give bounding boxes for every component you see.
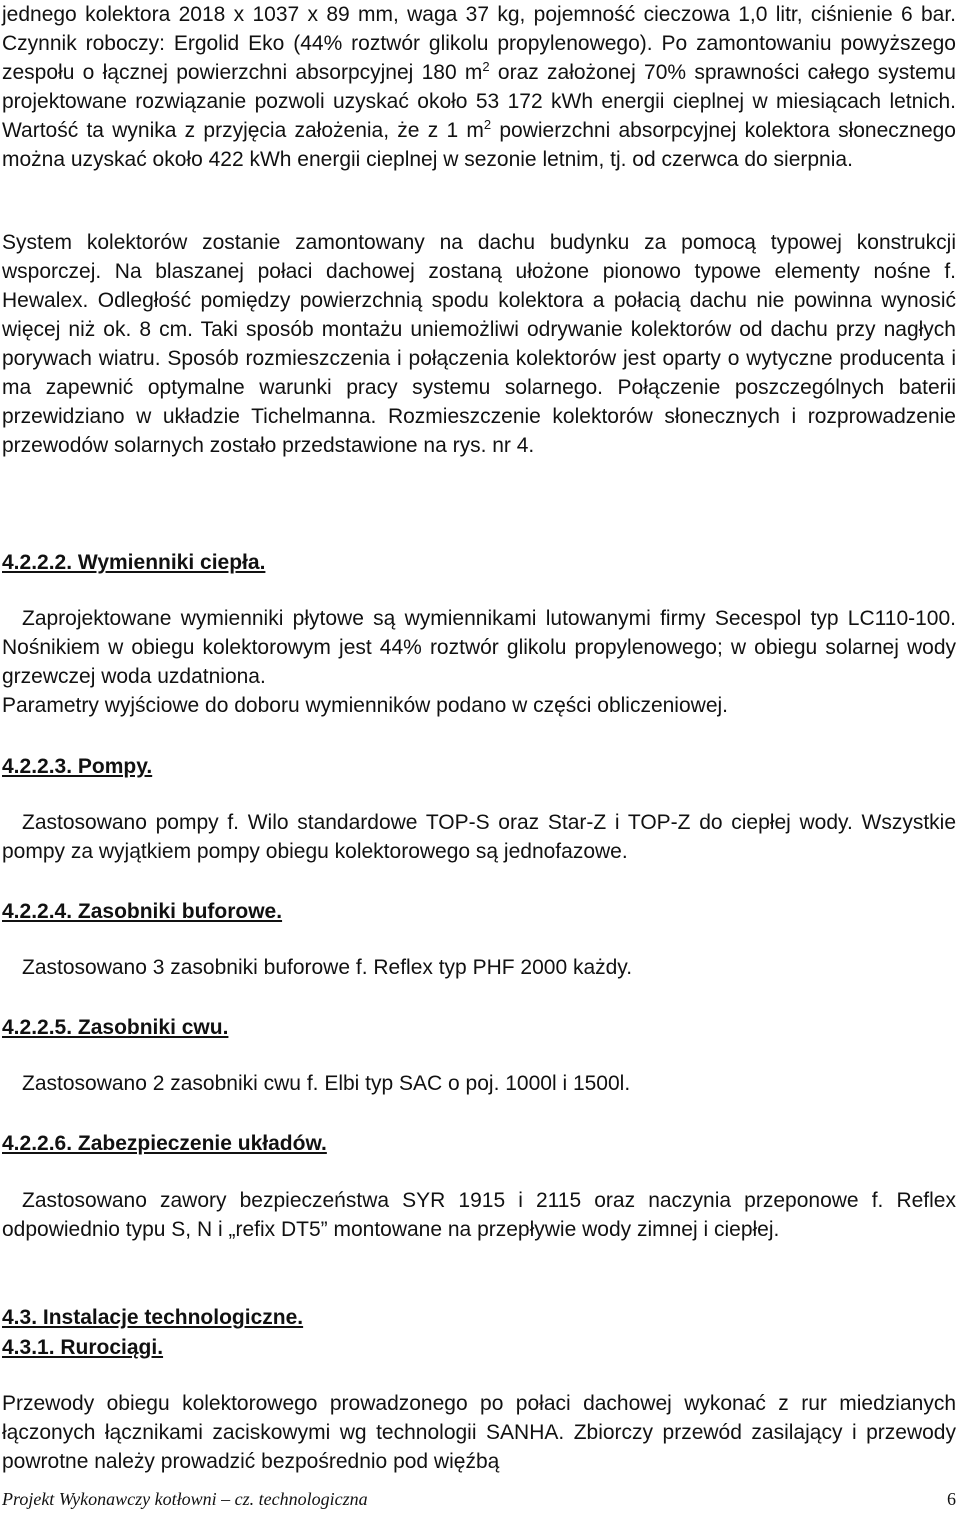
paragraph-text: oraz założonej 70% sprawności całego systemu projektowane rozwiązanie pozwoli uzyskać około 53 172 kWh energii cieplnej w miesiącach letnich. Wartość ta wynika z przyjęcia założenia, że z 1 m: [2, 61, 956, 142]
paragraph-piping: Przewody obiegu kolektorowego prowadzonego po połaci dachowej wykonać z rur miedzianych łączonych łącznikami zaciskowymi wg technologii SANHA. Zbiorczy przewód zasilający i przewody powrotne należy prowadzić bezpośrednio pod więźbą: [2, 1392, 956, 1473]
heading-4-3: 4.3. Instalacje technologiczne.: [2, 1306, 304, 1329]
heading-4-2-2-4: 4.2.2.4. Zasobniki buforowe.: [2, 900, 283, 923]
paragraph-text: jednego kolektora 2018 x 1037 x 89 mm, waga 37 kg, pojemność cieczowa 1,0 litr, ciśnienie 6 bar. Czynnik roboczy: Ergolid Eko (44% roztwór glikolu propylenowego). Po zamontowaniu powyższego zespołu o łącznej powierzchni absorpcyjnej 180 m: [2, 3, 956, 84]
heading-4-2-2-3: 4.2.2.3. Pompy.: [2, 755, 153, 778]
superscript-2: 2: [483, 117, 492, 132]
paragraph-dhw-tanks: Zastosowano 2 zasobniki cwu f. Elbi typ SAC o poj. 1000l i 1500l.: [22, 1072, 631, 1095]
superscript-2: 2: [482, 59, 490, 74]
paragraph-text: powierzchni absorpcyjnej kolektora słonecznego można uzyskać około 422 kWh energii cieplnej w sezonie letnim, tj. od czerwca do sierpnia.: [2, 119, 956, 171]
paragraph-exchanger-parameters: Parametry wyjściowe do doboru wymienników podano w części obliczeniowej.: [2, 694, 728, 717]
heading-4-2-2-2: 4.2.2.2. Wymienniki ciepła.: [2, 551, 266, 574]
page-number: 6: [947, 1489, 956, 1509]
heading-4-2-2-5: 4.2.2.5. Zasobniki cwu.: [2, 1016, 229, 1039]
page-footer: [2, 1488, 956, 1510]
paragraph-mounting: System kolektorów zostanie zamontowany na dachu budynku za pomocą typowej konstrukcji wsporczej. Na blaszanej połaci dachowej zostaną ułożone pionowo typowe elementy nośne f. Hewalex. Odległość pomiędzy powierzchnią spodu kolektora a połacią dachu nie powinna wynosić więcej niż ok. 8 cm. Taki sposób montażu uniemożliwi odrywanie kolektorów od dachu przy nagłych porywach wiatru. Sposób rozmieszczenia i połączenia kolektorów jest oparty o wytyczne producenta i ma zapewnić optymalne warunki pracy systemu solarnego. Połączenie poszczególnych baterii przewidziano w układzie Tichelmanna. Rozmieszczenie kolektorów słonecznych i rozprowadzenie przewodów solarnych zostało przedstawione na rys. nr 4.: [2, 231, 956, 457]
footer-title: Projekt Wykonawczy kotłowni – cz. technologiczna: [2, 1489, 368, 1509]
heading-4-3-1: 4.3.1. Rurociągi.: [2, 1336, 164, 1359]
heading-4-2-2-6: 4.2.2.6. Zabezpieczenie układów.: [2, 1132, 327, 1155]
paragraph-pumps: Zastosowano pompy f. Wilo standardowe TOP-S oraz Star-Z i TOP-Z do ciepłej wody. Wszystkie pompy za wyjątkiem pompy obiegu kolektorowego są jednofazowe.: [2, 811, 956, 863]
paragraph-safety: Zastosowano zawory bezpieczeństwa SYR 1915 i 2115 oraz naczynia przeponowe f. Reflex odpowiednio typu S, N i „refix DT5” montowane na przepływie wody zimnej i ciepłej.: [2, 1189, 956, 1241]
paragraph-buffer-tanks: Zastosowano 3 zasobniki buforowe f. Reflex typ PHF 2000 każdy.: [22, 956, 633, 979]
paragraph-collector-output: [2, 0, 956, 174]
paragraph-heat-exchangers: Zaprojektowane wymienniki płytowe są wymiennikami lutowanymi firmy Secespol typ LC110-100. Nośnikiem w obiegu kolektorowym jest 44% roztwór glikolu propylenowego; w obiegu solarnej wody grzewczej woda uzdatniona.: [2, 607, 956, 688]
